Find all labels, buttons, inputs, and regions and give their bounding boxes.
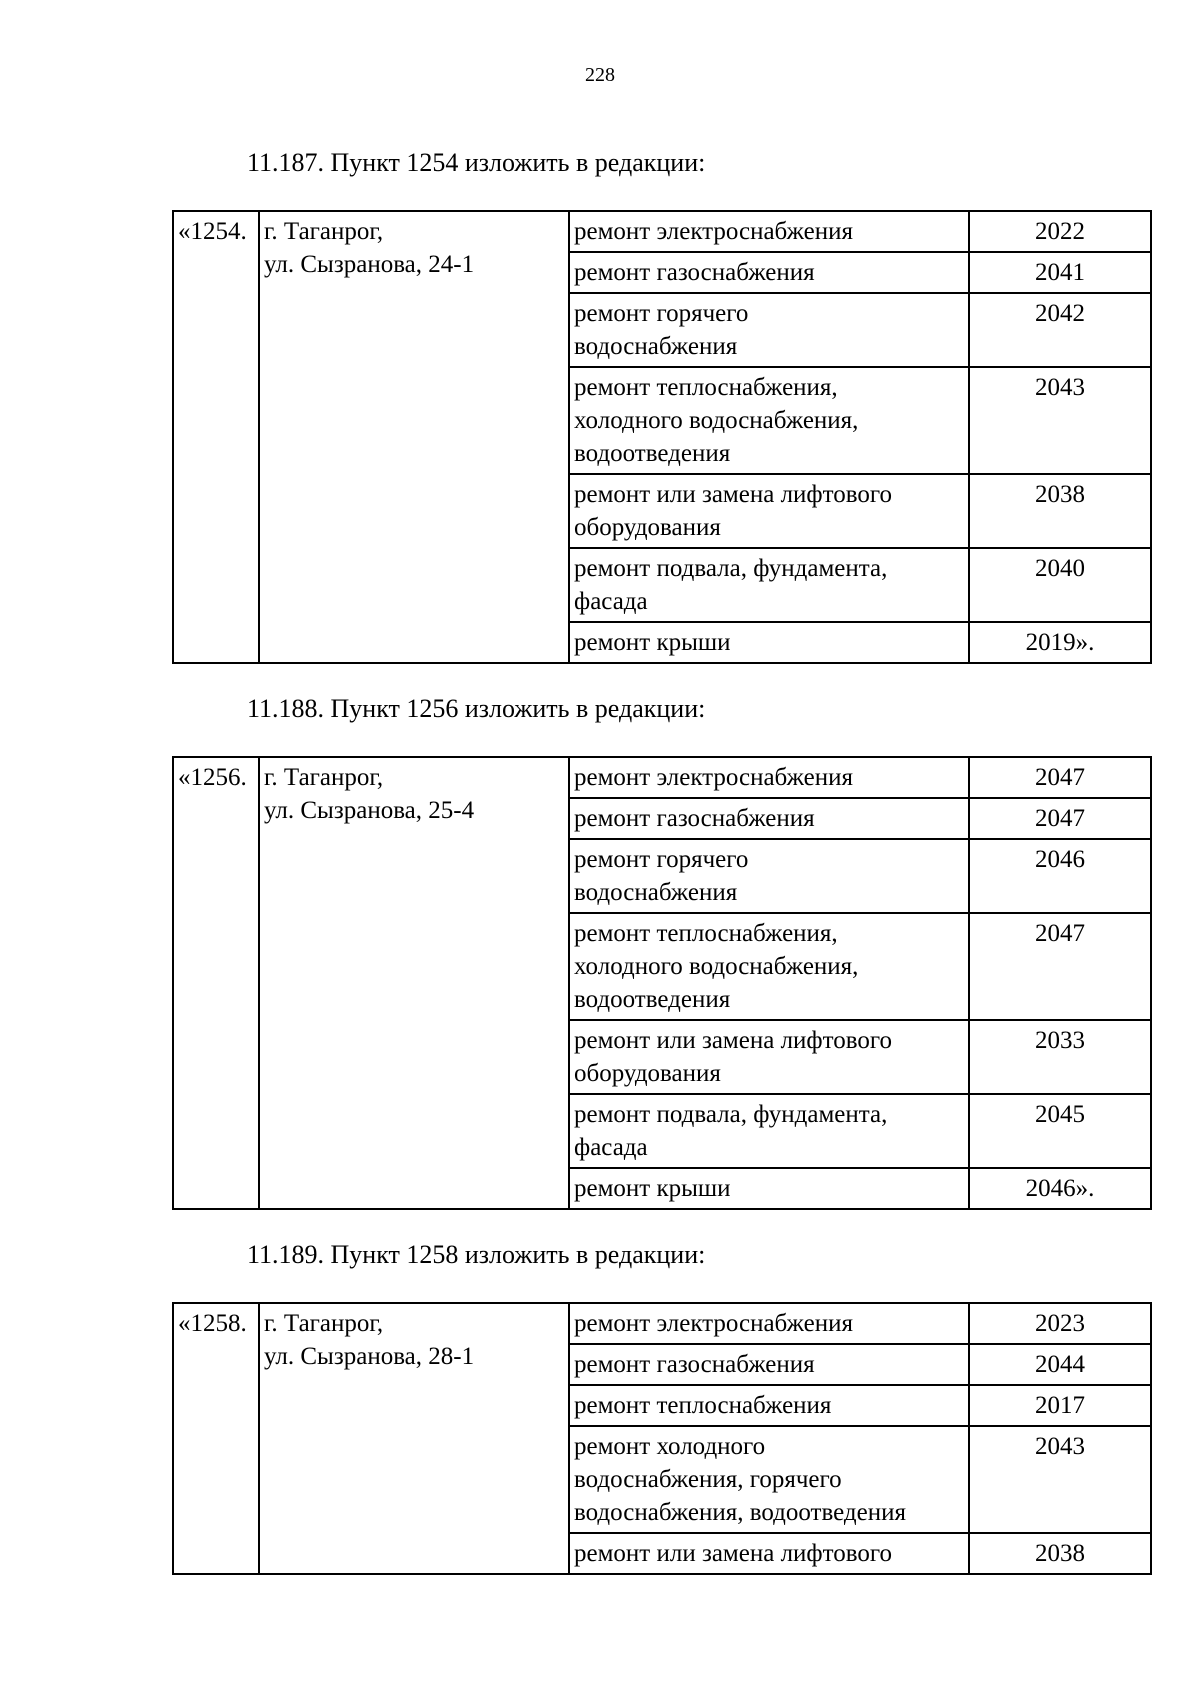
work-type-line: ремонт горячего xyxy=(574,300,749,327)
work-type-line: ремонт подвала, фундамента, xyxy=(574,1101,888,1128)
work-type-cell xyxy=(569,1426,969,1533)
entry-number: «1258. xyxy=(173,1303,259,1574)
address-cell xyxy=(259,757,569,1209)
work-type-cell xyxy=(569,1533,969,1574)
entry-number: «1256. xyxy=(173,757,259,1209)
year-cell: 2047 xyxy=(969,757,1151,798)
work-type-line: оборудования xyxy=(574,514,721,541)
address-city: г. Таганрог, xyxy=(264,764,384,791)
work-type-line: фасада xyxy=(574,588,648,615)
address-cell xyxy=(259,211,569,663)
year-cell: 2041 xyxy=(969,252,1151,293)
work-type-cell xyxy=(569,913,969,1020)
work-type-line: ремонт горячего xyxy=(574,846,749,873)
year-cell: 2046 xyxy=(969,839,1151,913)
work-type-line: холодного водоснабжения, xyxy=(574,407,859,434)
work-type-line: ремонт теплоснабжения, xyxy=(574,374,838,401)
address-city: г. Таганрог, xyxy=(264,218,384,245)
work-type-cell xyxy=(569,548,969,622)
year-cell: 2043 xyxy=(969,1426,1151,1533)
table-row xyxy=(173,757,1151,798)
year-cell: 2023 xyxy=(969,1303,1151,1344)
year-cell: 2047 xyxy=(969,798,1151,839)
work-type-cell xyxy=(569,1020,969,1094)
entry-number: «1254. xyxy=(173,211,259,663)
work-type-line: оборудования xyxy=(574,1060,721,1087)
work-type-line: ремонт или замена лифтового xyxy=(574,1540,892,1567)
work-type-line: водоотведения xyxy=(574,440,731,467)
year-cell: 2047 xyxy=(969,913,1151,1020)
work-type-cell xyxy=(569,211,969,252)
year-cell: 2040 xyxy=(969,548,1151,622)
work-type-line: фасада xyxy=(574,1134,648,1161)
work-type-line: водоотведения xyxy=(574,986,731,1013)
work-type-line: ремонт газоснабжения xyxy=(574,259,815,286)
work-type-line: водоснабжения, горячего xyxy=(574,1466,842,1493)
year-cell: 2042 xyxy=(969,293,1151,367)
work-type-cell xyxy=(569,1385,969,1426)
work-type-cell xyxy=(569,1094,969,1168)
work-type-cell xyxy=(569,622,969,663)
work-type-line: водоснабжения xyxy=(574,879,738,906)
work-type-line: ремонт теплоснабжения, xyxy=(574,920,838,947)
work-type-cell xyxy=(569,293,969,367)
work-type-line: водоснабжения xyxy=(574,333,738,360)
work-type-cell xyxy=(569,252,969,293)
year-cell: 2043 xyxy=(969,367,1151,474)
work-type-line: ремонт газоснабжения xyxy=(574,805,815,832)
address-city: г. Таганрог, xyxy=(264,1310,384,1337)
table-row xyxy=(173,211,1151,252)
work-type-cell xyxy=(569,474,969,548)
section-heading: 11.188. Пункт 1256 изложить в редакции: xyxy=(247,694,706,723)
address-cell xyxy=(259,1303,569,1574)
schedule-table xyxy=(172,1302,1152,1575)
work-type-cell xyxy=(569,839,969,913)
work-type-line: водоснабжения, водоотведения xyxy=(574,1499,906,1526)
address-street: ул. Сызранова, 25-4 xyxy=(264,797,475,824)
address-street: ул. Сызранова, 28-1 xyxy=(264,1343,475,1370)
year-cell: 2022 xyxy=(969,211,1151,252)
year-cell: 2038 xyxy=(969,1533,1151,1574)
work-type-line: ремонт или замена лифтового xyxy=(574,1027,892,1054)
section-heading: 11.187. Пункт 1254 изложить в редакции: xyxy=(247,148,706,177)
work-type-line: ремонт теплоснабжения xyxy=(574,1392,832,1419)
work-type-line: ремонт электроснабжения xyxy=(574,764,853,791)
page-number: 228 xyxy=(585,64,615,86)
schedule-table xyxy=(172,210,1152,664)
year-cell: 2044 xyxy=(969,1344,1151,1385)
year-cell: 2033 xyxy=(969,1020,1151,1094)
work-type-cell xyxy=(569,367,969,474)
work-type-cell xyxy=(569,798,969,839)
work-type-line: ремонт крыши xyxy=(574,1175,731,1202)
work-type-cell xyxy=(569,1303,969,1344)
work-type-cell xyxy=(569,1168,969,1209)
year-cell: 2046». xyxy=(969,1168,1151,1209)
year-cell: 2038 xyxy=(969,474,1151,548)
address-street: ул. Сызранова, 24-1 xyxy=(264,251,475,278)
work-type-line: ремонт электроснабжения xyxy=(574,218,853,245)
year-cell: 2045 xyxy=(969,1094,1151,1168)
work-type-line: ремонт газоснабжения xyxy=(574,1351,815,1378)
section-heading: 11.189. Пункт 1258 изложить в редакции: xyxy=(247,1240,706,1269)
work-type-cell xyxy=(569,1344,969,1385)
year-cell: 2017 xyxy=(969,1385,1151,1426)
schedule-table xyxy=(172,756,1152,1210)
year-cell: 2019». xyxy=(969,622,1151,663)
work-type-cell xyxy=(569,757,969,798)
work-type-line: ремонт холодного xyxy=(574,1433,766,1460)
work-type-line: ремонт или замена лифтового xyxy=(574,481,892,508)
work-type-line: ремонт крыши xyxy=(574,629,731,656)
work-type-line: холодного водоснабжения, xyxy=(574,953,859,980)
work-type-line: ремонт подвала, фундамента, xyxy=(574,555,888,582)
work-type-line: ремонт электроснабжения xyxy=(574,1310,853,1337)
table-row xyxy=(173,1303,1151,1344)
